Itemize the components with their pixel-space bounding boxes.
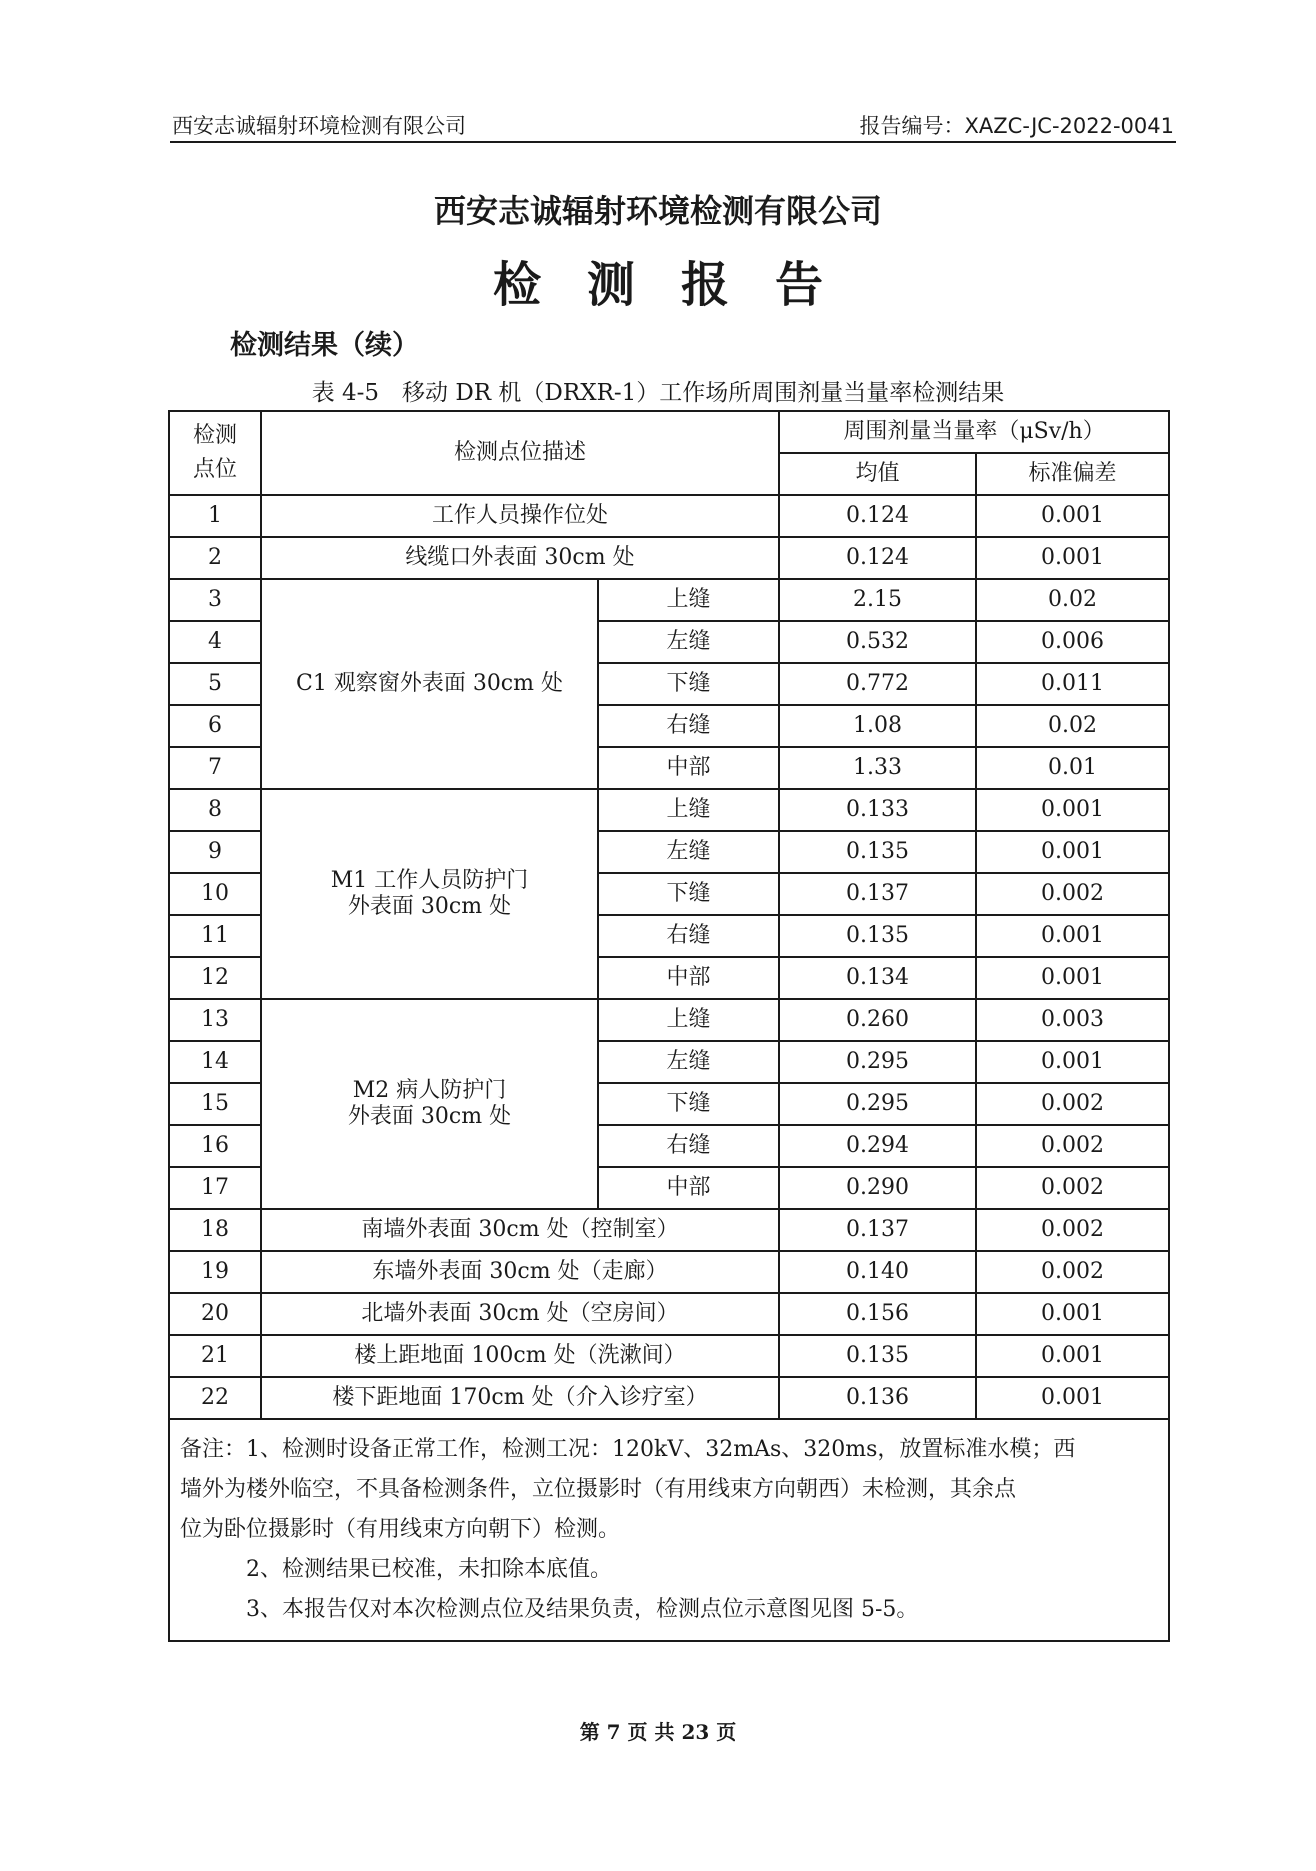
group-m2-line2: 外表面 30cm 处: [347, 1104, 512, 1129]
cell-desc: 楼下距地面 170cm 处（介入诊疗室）: [261, 1377, 779, 1419]
header-divider: [170, 141, 1176, 143]
cell-mean: 0.136: [779, 1377, 976, 1419]
cell-desc: 左缝: [598, 1041, 779, 1083]
cell-std: 0.001: [976, 1377, 1169, 1419]
cell-mean: 0.140: [779, 1251, 976, 1293]
cell-std: 0.002: [976, 873, 1169, 915]
cell-mean: 0.135: [779, 1335, 976, 1377]
cell-no: 11: [169, 915, 261, 957]
cell-std: 0.01: [976, 747, 1169, 789]
cell-no: 13: [169, 999, 261, 1041]
cell-mean: 2.15: [779, 579, 976, 621]
cell-std: 0.001: [976, 1041, 1169, 1083]
cell-mean: 0.532: [779, 621, 976, 663]
cell-no: 17: [169, 1167, 261, 1209]
section-title: 检测结果（续）: [230, 330, 419, 361]
cell-std: 0.001: [976, 1293, 1169, 1335]
cell-mean: 1.33: [779, 747, 976, 789]
cell-no: 9: [169, 831, 261, 873]
cell-mean: 0.124: [779, 537, 976, 579]
cell-desc: 左缝: [598, 831, 779, 873]
header-company: 西安志诚辐射环境检测有限公司: [172, 114, 466, 138]
cell-no: 21: [169, 1335, 261, 1377]
cell-mean: 0.137: [779, 1209, 976, 1251]
header-report-number: 报告编号：XAZC-JC-2022-0041: [859, 114, 1174, 138]
note-line-2: 墙外为楼外临空，不具备检测条件，立位摄影时（有用线束方向朝西）未检测，其余点: [180, 1477, 1017, 1502]
cell-desc: 上缝: [598, 789, 779, 831]
cell-desc: 下缝: [598, 1083, 779, 1125]
cell-no: 3: [169, 579, 261, 621]
table-row: [169, 537, 1169, 579]
table-row: [169, 789, 1169, 831]
group-m2: [261, 999, 598, 1209]
cell-desc: 工作人员操作位处: [261, 495, 779, 537]
cell-mean: 1.08: [779, 705, 976, 747]
cell-no: 4: [169, 621, 261, 663]
cell-desc: 右缝: [598, 705, 779, 747]
group-m2-line1: M2 病人防护门: [352, 1077, 507, 1103]
group-m1-line1: M1 工作人员防护门: [330, 867, 529, 893]
cell-desc: 北墙外表面 30cm 处（空房间）: [261, 1293, 779, 1335]
group-c1: C1 观察窗外表面 30cm 处: [261, 579, 598, 789]
table-row: [169, 495, 1169, 537]
cell-desc: 下缝: [598, 663, 779, 705]
cell-std: 0.001: [976, 537, 1169, 579]
cell-std: 0.001: [976, 957, 1169, 999]
cell-no: 19: [169, 1251, 261, 1293]
cell-std: 0.001: [976, 915, 1169, 957]
cell-mean: 0.295: [779, 1041, 976, 1083]
cell-desc: 中部: [598, 1167, 779, 1209]
cell-desc: 中部: [598, 957, 779, 999]
cell-desc: 右缝: [598, 915, 779, 957]
cell-std: 0.001: [976, 789, 1169, 831]
cell-mean: 0.134: [779, 957, 976, 999]
table-row: [169, 1209, 1169, 1251]
table-header-row: [169, 411, 1169, 453]
group-m1: [261, 789, 598, 999]
header-point: 检测点位: [169, 411, 261, 495]
cell-desc: 上缝: [598, 579, 779, 621]
table-row: [169, 999, 1169, 1041]
report-title: 检测报告: [492, 257, 869, 313]
cell-desc: 南墙外表面 30cm 处（控制室）: [261, 1209, 779, 1251]
cell-no: 8: [169, 789, 261, 831]
table-caption: 表 4-5 移动 DR 机（DRXR-1）工作场所周围剂量当量率检测结果: [311, 380, 1005, 406]
cell-std: 0.001: [976, 495, 1169, 537]
cell-desc: 上缝: [598, 999, 779, 1041]
table-row: [169, 1293, 1169, 1335]
note-line-4: 2、检测结果已校准，未扣除本底值。: [246, 1557, 612, 1582]
cell-no: 15: [169, 1083, 261, 1125]
table-row: [169, 579, 1169, 621]
note-line-1: 备注：1、检测时设备正常工作，检测工况：120kV、32mAs、320ms，放置标准水模；西: [180, 1437, 1076, 1462]
cell-no: 14: [169, 1041, 261, 1083]
cell-no: 18: [169, 1209, 261, 1251]
cell-mean: 0.260: [779, 999, 976, 1041]
cell-no: 20: [169, 1293, 261, 1335]
cell-std: 0.002: [976, 1083, 1169, 1125]
note-line-3: 位为卧位摄影时（有用线束方向朝下）检测。: [180, 1517, 621, 1542]
notes-row: [169, 1419, 1169, 1641]
cell-std: 0.02: [976, 579, 1169, 621]
cell-desc: 东墙外表面 30cm 处（走廊）: [261, 1251, 779, 1293]
cell-no: 5: [169, 663, 261, 705]
cell-desc: 下缝: [598, 873, 779, 915]
company-title: 西安志诚辐射环境检测有限公司: [433, 192, 882, 230]
cell-no: 1: [169, 495, 261, 537]
notes-cell: [169, 1419, 1169, 1641]
cell-desc: 右缝: [598, 1125, 779, 1167]
page-number: 第 7 页 共 23 页: [579, 1720, 737, 1744]
table-row: [169, 1377, 1169, 1419]
cell-no: 6: [169, 705, 261, 747]
cell-desc: 左缝: [598, 621, 779, 663]
cell-std: 0.006: [976, 621, 1169, 663]
cell-mean: 0.294: [779, 1125, 976, 1167]
cell-std: 0.02: [976, 705, 1169, 747]
cell-std: 0.002: [976, 1251, 1169, 1293]
header-std: 标准偏差: [976, 453, 1169, 495]
cell-desc: 中部: [598, 747, 779, 789]
table-row: [169, 1251, 1169, 1293]
cell-mean: 0.772: [779, 663, 976, 705]
header-mean: 均值: [779, 453, 976, 495]
results-table: [168, 410, 1170, 1642]
cell-no: 16: [169, 1125, 261, 1167]
cell-mean: 0.137: [779, 873, 976, 915]
header-description: 检测点位描述: [261, 411, 779, 495]
cell-no: 12: [169, 957, 261, 999]
header-rate: 周围剂量当量率（μSv/h）: [779, 411, 1169, 453]
cell-no: 22: [169, 1377, 261, 1419]
cell-no: 2: [169, 537, 261, 579]
cell-mean: 0.124: [779, 495, 976, 537]
cell-desc: 线缆口外表面 30cm 处: [261, 537, 779, 579]
cell-std: 0.002: [976, 1167, 1169, 1209]
cell-std: 0.011: [976, 663, 1169, 705]
cell-no: 10: [169, 873, 261, 915]
cell-std: 0.001: [976, 1335, 1169, 1377]
cell-mean: 0.135: [779, 831, 976, 873]
cell-std: 0.001: [976, 831, 1169, 873]
cell-mean: 0.290: [779, 1167, 976, 1209]
cell-mean: 0.133: [779, 789, 976, 831]
cell-mean: 0.295: [779, 1083, 976, 1125]
cell-mean: 0.156: [779, 1293, 976, 1335]
table-row: [169, 1335, 1169, 1377]
cell-std: 0.003: [976, 999, 1169, 1041]
group-m1-line2: 外表面 30cm 处: [347, 894, 512, 919]
cell-desc: 楼上距地面 100cm 处（洗漱间）: [261, 1335, 779, 1377]
note-line-5: 3、本报告仅对本次检测点位及结果负责，检测点位示意图见图 5-5。: [246, 1597, 919, 1622]
cell-no: 7: [169, 747, 261, 789]
cell-std: 0.002: [976, 1209, 1169, 1251]
cell-std: 0.002: [976, 1125, 1169, 1167]
cell-mean: 0.135: [779, 915, 976, 957]
